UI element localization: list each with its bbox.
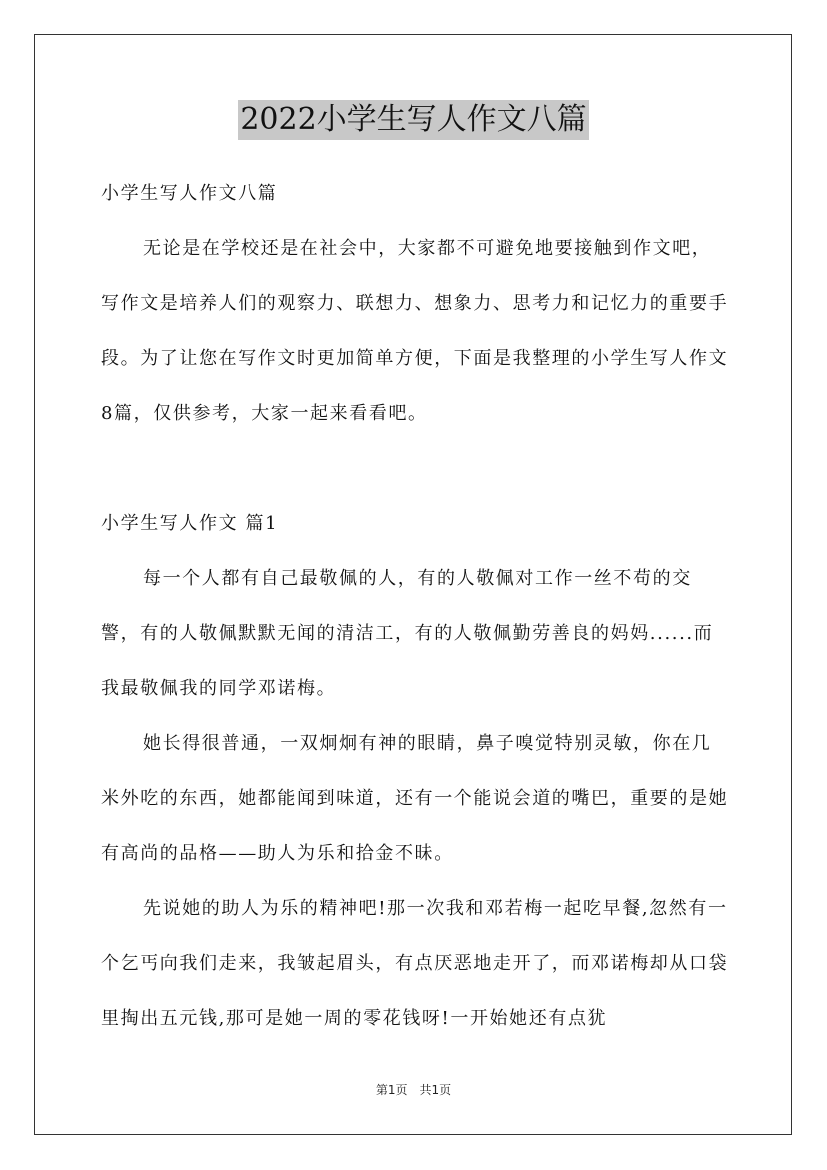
section-spacer <box>101 441 729 496</box>
intro-paragraph: 无论是在学校还是在社会中，大家都不可避免地要接触到作文吧，写作文是培养人们的观察力、联想力、想象力、思考力和记忆力的重要手段。为了让您在写作文时更加简单方便，下面是我整理的小学生写人作文8篇，仅供参考，大家一起来看看吧。 <box>101 238 729 424</box>
section-heading: 小学生写人作文 篇1 <box>101 513 279 534</box>
page-footer: 第1页 共1页 <box>375 1083 452 1097</box>
document-body <box>101 166 729 1046</box>
intro-heading: 小学生写人作文八篇 <box>101 183 278 204</box>
document-title: 2022小学生写人作文八篇 <box>238 100 588 140</box>
body-paragraph: 每一个人都有自己最敬佩的人，有的人敬佩对工作一丝不苟的交警，有的人敬佩默默无闻的清洁工，有的人敬佩勤劳善良的妈妈......而我最敬佩我的同学邓诺梅。 <box>101 568 714 699</box>
title-container <box>0 100 827 140</box>
body-paragraph: 她长得很普通，一双炯炯有神的眼睛，鼻子嗅觉特别灵敏，你在几米外吃的东西，她都能闻到味道，还有一个能说会道的嘴巴，重要的是她有高尚的品格——助人为乐和拾金不昧。 <box>101 733 729 864</box>
body-paragraph: 先说她的助人为乐的精神吧!那一次我和邓若梅一起吃早餐,忽然有一个乞丐向我们走来，我皱起眉头，有点厌恶地走开了，而邓诺梅却从口袋里掏出五元钱,那可是她一周的零花钱呀!一开始她还有点犹 <box>101 898 729 1029</box>
